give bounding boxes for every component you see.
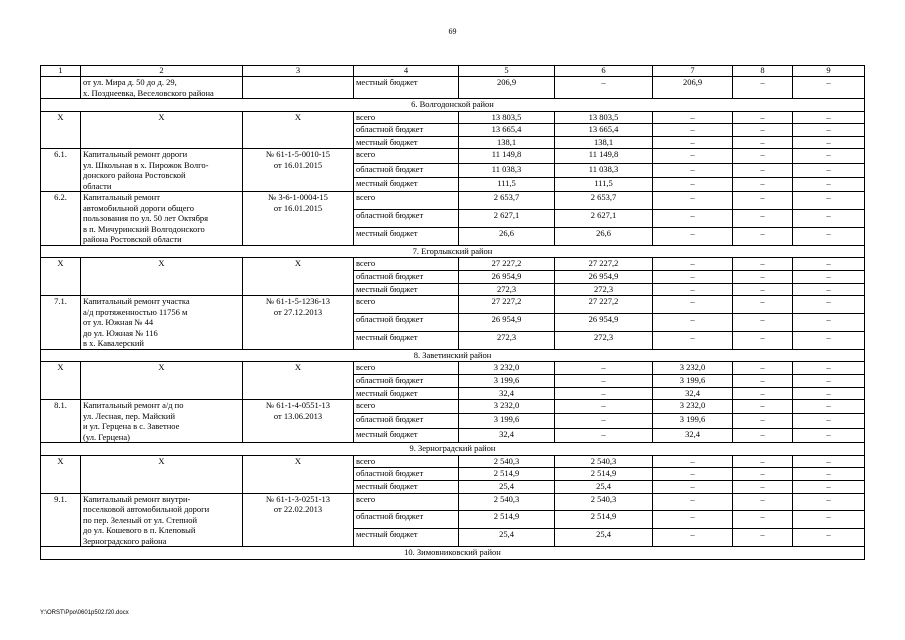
value-col6-cell: 2 540,3 [555, 455, 653, 468]
page-number: 69 [448, 27, 457, 36]
description-line: поселковой автомобильной дороги [83, 504, 210, 514]
value-col7-cell: 206,9 [653, 77, 733, 99]
file-path-footer: Y:\ORST\Ppo\0601p502.f20.docx [40, 610, 129, 616]
document-line: № 61-1-4-0551-13 [265, 400, 331, 411]
value-col5-cell: 2 514,9 [459, 468, 555, 481]
description-line: в х. Кавалерский [83, 338, 144, 349]
budget-type-cell: местный бюджет [354, 228, 459, 246]
value-col5-cell: 272,3 [459, 283, 555, 296]
value-col7-cell: – [653, 149, 733, 163]
value-col5-cell: 32,4 [459, 428, 555, 442]
value-col9-cell: – [793, 400, 865, 414]
document-cell [243, 493, 354, 547]
value-col7-cell: – [653, 529, 733, 547]
value-col5-cell: 27 227,2 [459, 258, 555, 271]
value-col9-cell: – [793, 428, 865, 442]
value-col8-cell: – [733, 271, 793, 284]
value-col5-cell: 32,4 [459, 387, 555, 400]
value-col5-cell: 2 514,9 [459, 511, 555, 529]
description-line: автомобильной дороги общего [83, 202, 195, 213]
budget-type-cell: всего [354, 455, 459, 468]
value-col5-cell: 2 540,3 [459, 493, 555, 511]
document-cell [243, 192, 354, 246]
value-col9-cell: – [793, 163, 865, 177]
value-col8-cell: – [733, 374, 793, 387]
description-line: пользования по ул. 50 лет Октября [83, 213, 209, 224]
item-description-cell [81, 296, 243, 350]
value-col6-cell: 2 540,3 [555, 493, 653, 511]
value-col6-cell: 2 653,7 [555, 192, 653, 210]
value-col6-cell: 27 227,2 [555, 296, 653, 314]
value-col5-cell: 2 540,3 [459, 455, 555, 468]
district-section-row [41, 245, 865, 258]
value-col6-cell: 11 149,8 [555, 149, 653, 163]
value-col7-cell: – [653, 455, 733, 468]
value-col9-cell: – [793, 124, 865, 137]
value-col5-cell: 3 232,0 [459, 400, 555, 414]
description-line: Капитальный ремонт [83, 192, 160, 203]
description-line: Зерноградского района [83, 535, 167, 546]
value-col8-cell: – [733, 111, 793, 124]
value-col5-cell: 2 653,7 [459, 192, 555, 210]
district-title: 9. Зерноградский район [41, 443, 865, 456]
value-col9-cell: – [793, 511, 865, 529]
value-col8-cell: – [733, 529, 793, 547]
value-col9-cell: – [793, 374, 865, 387]
item-number-cell: 6.2. [41, 192, 81, 246]
value-col8-cell: – [733, 511, 793, 529]
value-col9-cell: – [793, 149, 865, 163]
value-col9-cell: – [793, 228, 865, 246]
value-col8-cell: – [733, 178, 793, 192]
value-col8-cell: – [733, 468, 793, 481]
value-col5-cell: 206,9 [459, 77, 555, 99]
value-col8-cell: – [733, 149, 793, 163]
value-col9-cell: – [793, 283, 865, 296]
value-col7-cell: – [653, 111, 733, 124]
budget-type-cell: областной бюджет [354, 374, 459, 387]
value-col5-cell: 13 665,4 [459, 124, 555, 137]
description-line: (ул. Герцена) [83, 431, 130, 442]
district-title: 6. Волгодонской район [41, 99, 865, 112]
value-col5-cell: 13 803,5 [459, 111, 555, 124]
value-col5-cell: 26,6 [459, 228, 555, 246]
value-col6-cell: – [555, 362, 653, 375]
item-description-cell [81, 493, 243, 547]
budget-type-cell: всего [354, 400, 459, 414]
budget-type-cell: областной бюджет [354, 210, 459, 228]
budget-type-cell: областной бюджет [354, 468, 459, 481]
value-col9-cell: – [793, 362, 865, 375]
description-line: до ул. Кошевого в п. Клеповый [83, 525, 196, 535]
district-title: 8. Заветинский район [41, 349, 865, 362]
value-col5-cell: 2 627,1 [459, 210, 555, 228]
x-mark-cell: Х [243, 258, 354, 296]
x-mark-cell: Х [81, 258, 243, 296]
district-section-row [41, 99, 865, 112]
document-line: от 16.01.2015 [273, 202, 323, 213]
budget-type-cell: всего [354, 296, 459, 314]
value-col6-cell: 11 038,3 [555, 163, 653, 177]
item-row [41, 192, 865, 210]
value-col9-cell: – [793, 493, 865, 511]
budget-type-cell: местный бюджет [354, 331, 459, 349]
description-line: до ул. Южная № 116 [83, 327, 158, 338]
description-line: а/д протяженностью 11756 м [83, 306, 188, 317]
description-line: области [83, 180, 112, 191]
value-col6-cell: 272,3 [555, 283, 653, 296]
value-col6-cell: 26 954,9 [555, 314, 653, 332]
document-line: от 22.02.2013 [273, 504, 323, 514]
budget-type-cell: местный бюджет [354, 283, 459, 296]
x-mark-cell: Х [81, 111, 243, 149]
value-col9-cell: – [793, 192, 865, 210]
value-col6-cell: 2 514,9 [555, 511, 653, 529]
column-number-cell: 2 [81, 66, 243, 77]
value-col6-cell: – [555, 77, 653, 99]
column-number-row [41, 66, 865, 77]
budget-type-cell: местный бюджет [354, 178, 459, 192]
value-col5-cell: 11 149,8 [459, 149, 555, 163]
description-line: х. Позднеевка, Веселовского района [83, 87, 214, 98]
x-mark-cell: Х [41, 111, 81, 149]
value-col7-cell: – [653, 480, 733, 493]
value-col5-cell: 27 227,2 [459, 296, 555, 314]
value-col6-cell: – [555, 414, 653, 428]
value-col8-cell: – [733, 283, 793, 296]
value-col7-cell: – [653, 228, 733, 246]
budget-type-cell: местный бюджет [354, 529, 459, 547]
value-col7-cell: – [653, 163, 733, 177]
value-col5-cell: 272,3 [459, 331, 555, 349]
value-col8-cell: – [733, 428, 793, 442]
value-col8-cell: – [733, 77, 793, 99]
value-col7-cell: 32,4 [653, 387, 733, 400]
value-col6-cell: 111,5 [555, 178, 653, 192]
description-line: района Ростовской области [83, 234, 182, 245]
value-col9-cell: – [793, 258, 865, 271]
description-line: ул. Школьная в х. Пирожок Волго- [83, 159, 209, 170]
continued-item-row [41, 77, 865, 99]
column-number-cell: 6 [555, 66, 653, 77]
budget-type-cell: местный бюджет [354, 428, 459, 442]
x-mark-cell: Х [81, 455, 243, 493]
value-col7-cell: – [653, 192, 733, 210]
district-section-row [41, 349, 865, 362]
value-col7-cell: – [653, 468, 733, 481]
budget-type-cell: всего [354, 362, 459, 375]
value-col6-cell: 138,1 [555, 136, 653, 149]
column-number-cell: 4 [354, 66, 459, 77]
value-col7-cell: – [653, 493, 733, 511]
district-total-row [41, 111, 865, 124]
x-mark-cell: Х [41, 258, 81, 296]
value-col7-cell: 3 199,6 [653, 414, 733, 428]
value-col7-cell: – [653, 210, 733, 228]
document-line: от 16.01.2015 [273, 159, 323, 170]
value-col8-cell: – [733, 414, 793, 428]
budget-type-cell: областной бюджет [354, 124, 459, 137]
value-col7-cell: 32,4 [653, 428, 733, 442]
document-line: № 61-1-3-0251-13 [265, 493, 331, 504]
value-col8-cell: – [733, 387, 793, 400]
value-col5-cell: 26 954,9 [459, 271, 555, 284]
value-col6-cell: 27 227,2 [555, 258, 653, 271]
district-total-row [41, 258, 865, 271]
item-description-cell [81, 192, 243, 246]
value-col5-cell: 25,4 [459, 480, 555, 493]
item-number-cell [41, 77, 81, 99]
value-col5-cell: 111,5 [459, 178, 555, 192]
item-number-cell: 6.1. [41, 149, 81, 192]
value-col6-cell: 25,4 [555, 529, 653, 547]
budget-table [40, 65, 865, 560]
item-number-cell: 8.1. [41, 400, 81, 443]
item-row [41, 400, 865, 414]
value-col8-cell: – [733, 455, 793, 468]
value-col9-cell: – [793, 314, 865, 332]
value-col8-cell: – [733, 331, 793, 349]
value-col5-cell: 3 199,6 [459, 374, 555, 387]
district-section-row [41, 547, 865, 560]
budget-type-cell: всего [354, 258, 459, 271]
description-line: по пер. Зеленый от ул. Степной [83, 514, 198, 525]
district-section-row [41, 443, 865, 456]
value-col7-cell: – [653, 314, 733, 332]
item-description-cell [81, 400, 243, 443]
district-total-row [41, 455, 865, 468]
value-col7-cell: – [653, 124, 733, 137]
item-number-cell: 9.1. [41, 493, 81, 547]
value-col6-cell: 2 627,1 [555, 210, 653, 228]
value-col5-cell: 11 038,3 [459, 163, 555, 177]
budget-type-cell: местный бюджет [354, 136, 459, 149]
value-col6-cell: 13 803,5 [555, 111, 653, 124]
value-col6-cell: – [555, 374, 653, 387]
column-number-cell: 5 [459, 66, 555, 77]
description-line: донского района Ростовской [83, 170, 186, 181]
value-col9-cell: – [793, 136, 865, 149]
description-line: ул. Лесная, пер. Майский [83, 410, 176, 421]
item-description-cell [81, 77, 243, 99]
budget-type-cell: всего [354, 111, 459, 124]
x-mark-cell: Х [243, 455, 354, 493]
value-col9-cell: – [793, 468, 865, 481]
description-line: и ул. Герцена в с. Заветное [83, 421, 180, 432]
x-mark-cell: Х [41, 455, 81, 493]
column-number-cell: 3 [243, 66, 354, 77]
value-col9-cell: – [793, 480, 865, 493]
value-col5-cell: 138,1 [459, 136, 555, 149]
description-line: Капитальный ремонт внутри- [83, 493, 191, 504]
x-mark-cell: Х [81, 362, 243, 400]
value-col8-cell: – [733, 163, 793, 177]
value-col6-cell: 2 514,9 [555, 468, 653, 481]
value-col8-cell: – [733, 400, 793, 414]
value-col6-cell: 26,6 [555, 228, 653, 246]
description-line: Капитальный ремонт дороги [83, 149, 188, 160]
value-col8-cell: – [733, 228, 793, 246]
item-row [41, 149, 865, 163]
item-description-cell [81, 149, 243, 192]
column-number-cell: 9 [793, 66, 865, 77]
document-line: № 3-6-1-0004-15 [268, 192, 328, 203]
value-col9-cell: – [793, 414, 865, 428]
document-line: № 61-1-5-0010-15 [265, 149, 331, 160]
value-col9-cell: – [793, 210, 865, 228]
budget-type-cell: всего [354, 493, 459, 511]
column-number-cell: 8 [733, 66, 793, 77]
value-col5-cell: 3 199,6 [459, 414, 555, 428]
value-col8-cell: – [733, 362, 793, 375]
budget-type-cell: областной бюджет [354, 511, 459, 529]
value-col8-cell: – [733, 296, 793, 314]
value-col9-cell: – [793, 529, 865, 547]
value-col8-cell: – [733, 210, 793, 228]
value-col8-cell: – [733, 480, 793, 493]
district-title: 10. Зимовниковский район [41, 547, 865, 560]
value-col6-cell: 272,3 [555, 331, 653, 349]
column-number-cell: 7 [653, 66, 733, 77]
value-col8-cell: – [733, 258, 793, 271]
document-cell [243, 149, 354, 192]
document-cell [243, 77, 354, 99]
value-col8-cell: – [733, 124, 793, 137]
value-col9-cell: – [793, 271, 865, 284]
budget-type-cell: местный бюджет [354, 77, 459, 99]
document-line: от 27.12.2013 [273, 306, 323, 317]
value-col8-cell: – [733, 136, 793, 149]
value-col7-cell: 3 232,0 [653, 362, 733, 375]
x-mark-cell: Х [243, 111, 354, 149]
value-col5-cell: 25,4 [459, 529, 555, 547]
budget-type-cell: местный бюджет [354, 387, 459, 400]
description-line: Капитальный ремонт участка [83, 296, 190, 307]
value-col9-cell: – [793, 455, 865, 468]
budget-type-cell: областной бюджет [354, 414, 459, 428]
value-col7-cell: – [653, 271, 733, 284]
budget-type-cell: местный бюджет [354, 480, 459, 493]
value-col7-cell: – [653, 511, 733, 529]
value-col9-cell: – [793, 387, 865, 400]
description-line: от ул. Южная № 44 [83, 317, 154, 328]
district-total-row [41, 362, 865, 375]
budget-type-cell: областной бюджет [354, 163, 459, 177]
value-col9-cell: – [793, 296, 865, 314]
value-col7-cell: – [653, 178, 733, 192]
district-title: 7. Егорлыкский район [41, 245, 865, 258]
value-col7-cell: – [653, 136, 733, 149]
document-cell [243, 400, 354, 443]
value-col9-cell: – [793, 331, 865, 349]
budget-type-cell: областной бюджет [354, 271, 459, 284]
x-mark-cell: Х [41, 362, 81, 400]
value-col8-cell: – [733, 192, 793, 210]
value-col7-cell: – [653, 331, 733, 349]
value-col5-cell: 26 954,9 [459, 314, 555, 332]
value-col6-cell: 26 954,9 [555, 271, 653, 284]
budget-type-cell: всего [354, 192, 459, 210]
column-number-cell: 1 [41, 66, 81, 77]
document-cell [243, 296, 354, 350]
budget-type-cell: областной бюджет [354, 314, 459, 332]
value-col5-cell: 3 232,0 [459, 362, 555, 375]
value-col7-cell: 3 232,0 [653, 400, 733, 414]
value-col8-cell: – [733, 314, 793, 332]
item-row [41, 296, 865, 314]
value-col6-cell: – [555, 387, 653, 400]
value-col6-cell: 13 665,4 [555, 124, 653, 137]
value-col7-cell: 3 199,6 [653, 374, 733, 387]
value-col7-cell: – [653, 296, 733, 314]
description-line: от ул. Мира д. 50 до д. 29, [83, 77, 177, 87]
value-col6-cell: – [555, 428, 653, 442]
document-line: № 61-1-5-1236-13 [265, 296, 331, 307]
item-number-cell: 7.1. [41, 296, 81, 350]
x-mark-cell: Х [243, 362, 354, 400]
value-col7-cell: – [653, 258, 733, 271]
value-col6-cell: – [555, 400, 653, 414]
value-col9-cell: – [793, 178, 865, 192]
description-line: в п. Мичуринский Волгодонского [83, 223, 205, 234]
document-line: от 13.06.2013 [273, 410, 323, 421]
value-col7-cell: – [653, 283, 733, 296]
value-col9-cell: – [793, 77, 865, 99]
budget-type-cell: всего [354, 149, 459, 163]
value-col9-cell: – [793, 111, 865, 124]
item-row [41, 493, 865, 511]
value-col6-cell: 25,4 [555, 480, 653, 493]
description-line: Капитальный ремонт а/д по [83, 400, 184, 411]
value-col8-cell: – [733, 493, 793, 511]
